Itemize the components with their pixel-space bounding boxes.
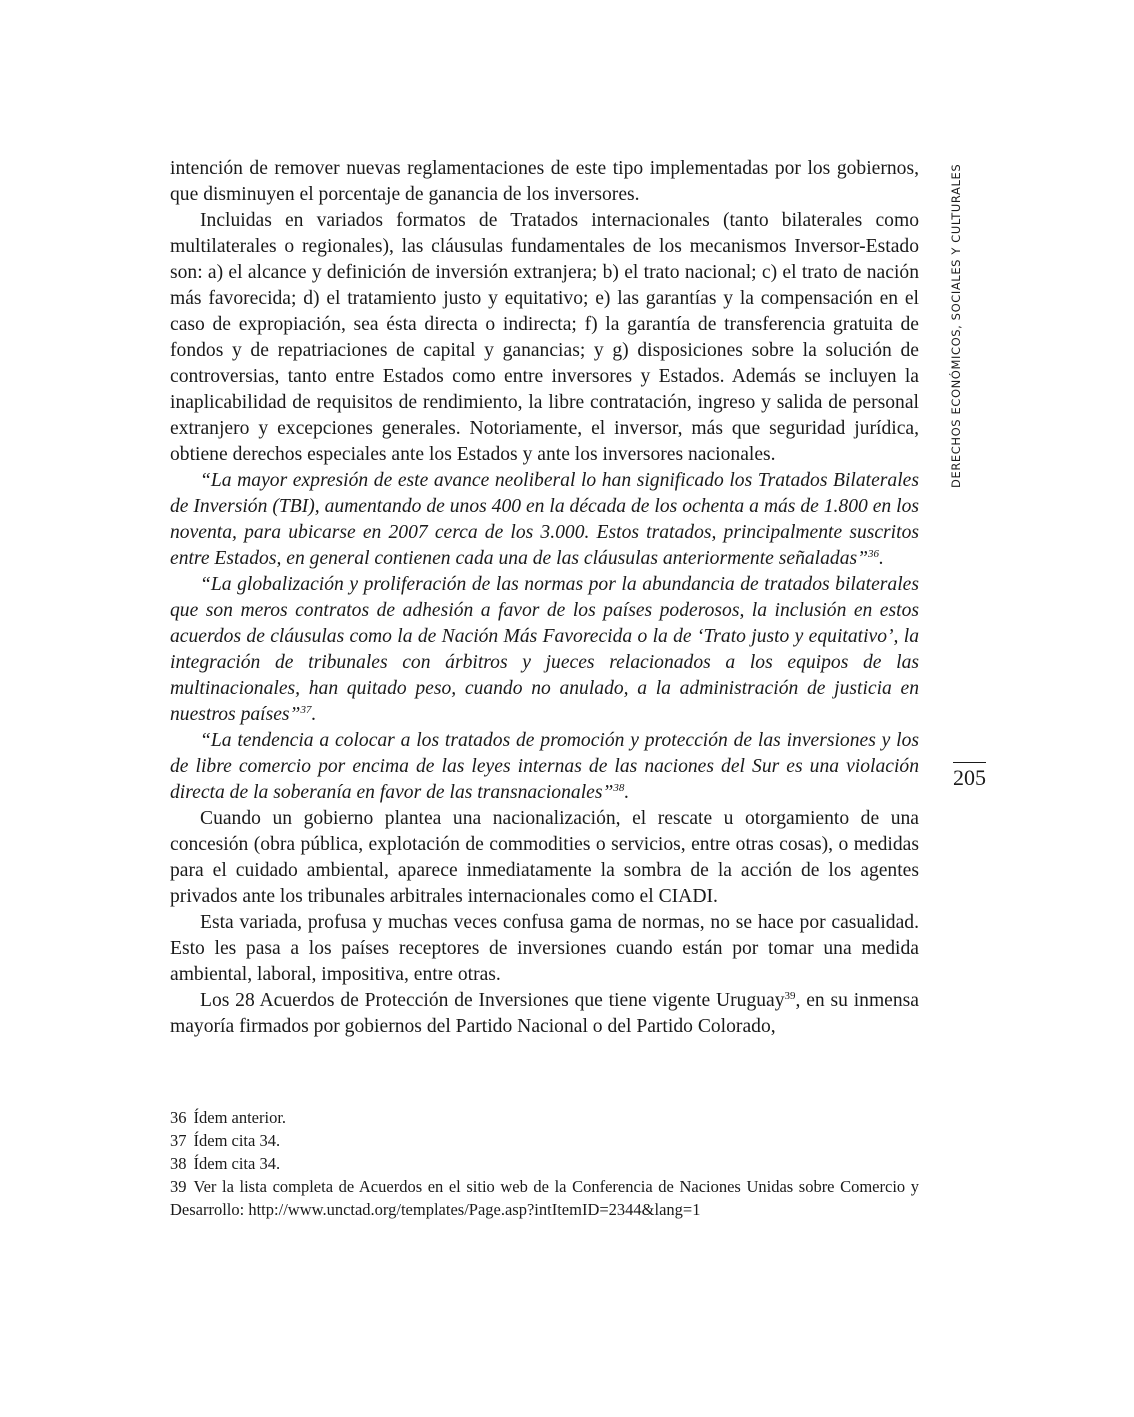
paragraph-clauses bbox=[170, 208, 919, 468]
page-number-rule bbox=[953, 762, 986, 763]
quote-text: “La mayor expresión de este avance neoliberal lo han significado los Tratados Bilaterales de Inversión (TBI), aumentando de unos 400 en la década de los ochenta a más de 1.800 en los noventa, para ubicarse en 2007 cerca de los 3.000. Estos tratados, principalmente suscritos entre Estados, en general contienen cada una de las cláusulas anteriormente señaladas” bbox=[170, 470, 919, 569]
footnote-ref: 36 bbox=[868, 548, 880, 560]
footnote bbox=[170, 1152, 919, 1175]
paragraph-nacionalizacion bbox=[170, 806, 919, 910]
footnote-ref: 38 bbox=[613, 782, 625, 794]
paragraph-text: intención de remover nuevas reglamentaciones de este tipo implementadas por los gobiernos, que disminuyen el porcentaje de ganancia de los inversores. bbox=[170, 158, 919, 205]
quote-text: “La tendencia a colocar a los tratados de promoción y protección de las inversiones y los de libre comercio por encima de las leyes internas de las naciones del Sur es una violación directa de la soberanía en favor de las transnacionales” bbox=[170, 730, 919, 803]
running-section-title: DERECHOS ECONÓMICOS, SOCIALES Y CULTURALES bbox=[949, 163, 963, 488]
paragraph-text: Los 28 Acuerdos de Protección de Inversiones que tiene vigente Uruguay bbox=[200, 990, 785, 1011]
footnote-number: 37 bbox=[170, 1131, 187, 1150]
quote-globalizacion bbox=[170, 572, 919, 728]
quote-tendencia bbox=[170, 728, 919, 806]
footnote-ref: 37 bbox=[300, 704, 312, 716]
paragraph-text: Cuando un gobierno plantea una nacionalización, el rescate u otorgamiento de una concesión (obra pública, explotación de commodities o servicios, entre otras cosas), o medidas para el cuidado ambiental, aparece inmediatamente la sombra de la acción de los agentes privados ante los tribunales arbitrales internacionales como el CIADI. bbox=[170, 808, 919, 907]
page-number: 205 bbox=[953, 765, 986, 790]
footnote-number: 36 bbox=[170, 1108, 187, 1127]
paragraph-text: Incluidas en variados formatos de Tratados internacionales (tanto bilaterales como multilaterales o regionales), las cláusulas fundamentales de los mecanismos Inversor-Estado son: a) el alcance y definición de inversión extranjera; b) el trato nacional; c) el trato de nación más favorecida; d) el tratamiento justo y equitativo; e) las garantías y la compensación en el caso de expropiación, sea ésta directa o indirecta; f) la garantía de transferencia gratuita de fondos y de repatriaciones de capital y ganancias; y g) disposiciones sobre la solución de controversias, tanto entre Estados como entre inversores y Estados. Además se incluyen la inaplicabilidad de requisitos de rendimiento, la libre contratación, ingreso y salida de personal extranjero y excepciones generales. Notoriamente, el inversor, más que seguridad jurídica, obtiene derechos especiales ante los Estados y ante los inversores nacionales. bbox=[170, 210, 919, 465]
paragraph-tail: , en su inmensa mayoría firmados por gobiernos del Partido Nacional o del Partido Colorado, bbox=[170, 990, 919, 1037]
footnote-number: 38 bbox=[170, 1154, 187, 1173]
paragraph-text: Esta variada, profusa y muchas veces confusa gama de normas, no se hace por casualidad. Esto les pasa a los países receptores de inversiones cuando están por tomar una medida ambiental, laboral, impositiva, entre otras. bbox=[170, 912, 919, 985]
footnote-text: Ver la lista completa de Acuerdos en el sitio web de la Conferencia de Naciones Unidas sobre Comercio y Desarrollo: http://www.unctad.org/templates/Page.asp?intItemID=2344&lang=1 bbox=[170, 1177, 919, 1219]
footnote-text: Ídem cita 34. bbox=[193, 1131, 281, 1150]
body-text bbox=[170, 156, 919, 1040]
quote-tbi bbox=[170, 468, 919, 572]
quote-text: “La globalización y proliferación de las normas por la abundancia de tratados bilaterales que son meros contratos de adhesión a favor de los países poderosos, la inclusión en estos acuerdos de cláusulas como la de Nación Más Favorecida o la de ‘Trato justo y equitativo’, la integración de tribunales con árbitros y jueces relacionados a los equipos de las multinacionales, han quitado peso, cuando no anulado, a la administración de justicia en nuestros países” bbox=[170, 574, 919, 725]
footnote-ref: 39 bbox=[784, 990, 796, 1002]
footnote bbox=[170, 1129, 919, 1152]
footnote-text: Ídem anterior. bbox=[193, 1108, 287, 1127]
paragraph-normas bbox=[170, 910, 919, 988]
footnote bbox=[170, 1106, 919, 1129]
quote-tail: . bbox=[311, 704, 317, 725]
quote-tail: . bbox=[879, 548, 884, 569]
footnote-text: Ídem cita 34. bbox=[193, 1154, 281, 1173]
footnote-number: 39 bbox=[170, 1177, 187, 1196]
paragraph-acuerdos bbox=[170, 988, 919, 1040]
quote-tail: . bbox=[624, 782, 630, 803]
footnotes bbox=[170, 1106, 919, 1221]
footnote bbox=[170, 1175, 919, 1221]
paragraph-continuation bbox=[170, 156, 919, 208]
